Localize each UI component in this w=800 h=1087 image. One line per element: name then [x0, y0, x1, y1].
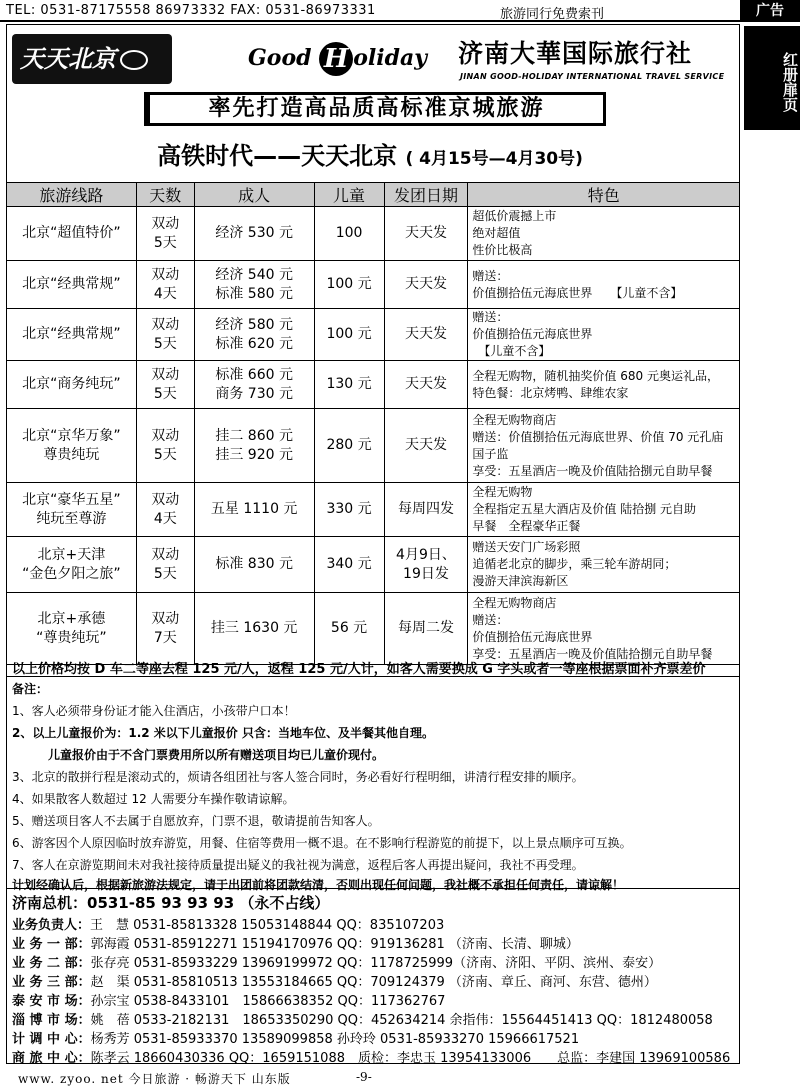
- tiantian-logo: [12, 34, 172, 84]
- contact-label: 业 务 一 部：: [12, 937, 91, 952]
- side-tab: 红册扉页: [744, 26, 800, 130]
- contact-line: [12, 1028, 579, 1047]
- child-price-cell-line: 100 元: [326, 276, 372, 292]
- contact-detail: 陈孝云 18660430336 QQ：1659151088 质检：李忠玉 13954133006 总监：李建国 13969100586: [90, 1051, 731, 1066]
- days-cell: [136, 309, 194, 361]
- column-header: 旅游线路: [7, 183, 137, 207]
- contact-label: 业 务 二 部：: [12, 956, 91, 971]
- features-cell-line: 漫游天津滨海新区: [472, 574, 569, 588]
- days-cell-line: 双动: [151, 266, 180, 283]
- route-cell-line: “金色夕阳之旅”: [22, 565, 121, 582]
- adult-price-cell: [194, 537, 314, 593]
- route-cell-line: 北京“经典常规”: [22, 276, 121, 292]
- days-cell-line: 4天: [153, 510, 177, 527]
- top-contact: TEL: 0531-87175558 86973332 FAX: 0531-86973331: [6, 3, 376, 18]
- route-cell-line: 北京“经典常规”: [22, 326, 121, 342]
- price-divider: [6, 676, 740, 677]
- note-item: 2、以上儿童报价为：1.2 米以下儿童报价 只含：当地车位、及半餐其他自理。: [12, 726, 434, 740]
- days-cell-line: 5天: [153, 234, 177, 251]
- features-cell: [468, 361, 740, 409]
- contact-detail: 姚 蓓 0533-2182131 18653350290 QQ：452634214 余指伟：15564451413 QQ：1812480058: [90, 1013, 713, 1028]
- column-header: 天数: [136, 183, 194, 207]
- adult-price-cell-line: 经济 530 元: [215, 225, 293, 241]
- departure-cell-line: 19日发: [403, 565, 449, 582]
- features-cell-line: 价值捌拾伍元海底世界 【儿童不含】: [472, 285, 683, 300]
- departure-cell-line: 每周四发: [397, 501, 454, 517]
- contact-label: 淄 博 市 场：: [12, 1013, 91, 1028]
- adult-price-cell-line: 标准 580 元: [215, 285, 293, 302]
- days-cell-line: 5天: [153, 565, 177, 582]
- departure-cell-line: 天天发: [404, 225, 447, 241]
- logo-text: 天天北京: [20, 45, 116, 73]
- features-cell-line: 赠送：: [472, 612, 509, 627]
- features-cell: [468, 261, 740, 309]
- table-row: [7, 261, 740, 309]
- note-item: 6、游客因个人原因临时放弃游览，用餐、住宿等费用一概不退。在不影响行程游览的前提下，以上景点顺序可互换。: [12, 836, 632, 850]
- contact-label: 业 务 三 部：: [12, 975, 91, 990]
- route-cell-line: 北京“豪华五星”: [22, 491, 121, 508]
- table-header-row: [7, 183, 740, 207]
- features-cell-line: 赠送：: [472, 310, 509, 324]
- note-item: 1、客人必须带身份证才能入住酒店，小孩带户口本！: [12, 704, 296, 718]
- route-cell-line: 北京“商务纯玩”: [22, 376, 121, 392]
- contact-line: [12, 914, 444, 933]
- note-item: 3、北京的散拼行程是滚动式的，烦请各组团社与客人签合同时，务必看好行程明细，讲清行程安排的顺序。: [12, 770, 584, 784]
- contact-detail: 张存亮 0531-85933229 13969199972 QQ：1178725999（济南、济阳、平阴、滨州、泰安）: [90, 956, 662, 971]
- features-cell-line: 赠送天安门广场彩照: [472, 540, 581, 554]
- features-cell-line: 赠送：: [472, 268, 509, 283]
- route-cell-line: 尊贵纯玩: [43, 446, 100, 463]
- footer-site: www. zyoo. net 今日旅游 · 畅游天下 山东版: [18, 1072, 291, 1086]
- features-cell-line: 国子监: [472, 446, 509, 461]
- child-price-cell-line: 340 元: [326, 556, 372, 572]
- departure-cell: [384, 409, 468, 483]
- adult-price-cell: [194, 409, 314, 483]
- days-cell-line: 双动: [151, 427, 180, 444]
- child-price-cell-line: 330 元: [326, 501, 372, 517]
- child-price-cell-line: 280 元: [326, 437, 372, 453]
- contact-label: 泰 安 市 场：: [12, 994, 91, 1009]
- features-cell-line: 全程无购物商店: [472, 412, 557, 427]
- adult-price-cell-line: 商务 730 元: [215, 385, 293, 402]
- child-price-cell: [314, 207, 384, 261]
- days-cell: [136, 537, 194, 593]
- logo-oliday: oliday: [353, 45, 428, 71]
- days-cell: [136, 593, 194, 665]
- child-price-cell: [314, 483, 384, 537]
- child-price-cell: [314, 309, 384, 361]
- contact-line: [12, 933, 579, 952]
- features-cell-line: 享受：五星酒店一晚及价值陆拾捌元自助早餐: [472, 646, 713, 661]
- route-cell: [7, 309, 137, 361]
- features-cell-line: 价值捌拾伍元海底世界: [472, 327, 593, 341]
- features-cell-line: 【儿童不含】: [472, 344, 551, 358]
- table-row: [7, 361, 740, 409]
- days-cell-line: 双动: [151, 610, 180, 627]
- contact-detail: 杨秀芳 0531-85933370 13589099858 孙玲玲 0531-85933270 15966617521: [90, 1032, 580, 1047]
- top-index-note: 旅游同行免费索刊: [500, 7, 605, 22]
- header: [8, 26, 738, 92]
- route-cell: [7, 409, 137, 483]
- child-price-cell-line: 100: [335, 225, 363, 241]
- departure-cell-line: 每周二发: [397, 620, 454, 636]
- child-price-cell: [314, 361, 384, 409]
- adult-price-cell-line: 挂二 860 元: [215, 427, 293, 444]
- departure-cell-line: 天天发: [404, 326, 447, 342]
- hq-phone: 济南总机：0531-85 93 93 93 （永不占线）: [12, 894, 330, 912]
- departure-cell: [384, 207, 468, 261]
- route-cell-line: 北京“超值特价”: [22, 225, 121, 241]
- child-price-cell: [314, 261, 384, 309]
- departure-cell: [384, 593, 468, 665]
- features-cell-line: 全程指定五星大酒店及价值 陆拾捌 元自助: [472, 502, 697, 516]
- route-cell-line: 北京+天津: [37, 546, 106, 563]
- route-cell-line: 北京“京华万象”: [22, 427, 121, 444]
- contact-label: 商 旅 中 心：: [12, 1051, 91, 1066]
- features-cell-line: 全程无购物商店: [472, 595, 557, 610]
- features-cell-line: 价值捌拾伍元海底世界: [472, 629, 593, 644]
- days-cell-line: 双动: [151, 215, 180, 232]
- table-row: [7, 207, 740, 261]
- route-cell: [7, 537, 137, 593]
- child-price-cell-line: 100 元: [326, 326, 372, 342]
- table-row: [7, 409, 740, 483]
- company-name-en: JINAN GOOD-HOLIDAY INTERNATIONAL TRAVEL SERVICE: [460, 72, 725, 81]
- adult-price-cell-line: 挂三 1630 元: [210, 620, 298, 636]
- logo-mark-icon: [120, 50, 148, 70]
- adult-price-cell: [194, 207, 314, 261]
- footer: [0, 1068, 800, 1086]
- features-cell-line: 绝对超值: [472, 226, 521, 240]
- adult-price-cell: [194, 361, 314, 409]
- days-cell-line: 5天: [153, 385, 177, 402]
- adult-price-cell: [194, 483, 314, 537]
- days-cell-line: 双动: [151, 366, 180, 383]
- contact-detail: 王 慧 0531-85813328 15053148844 QQ：835107203: [90, 918, 445, 933]
- features-cell-line: 追循老北京的脚步，乘三轮车游胡同；: [472, 557, 677, 571]
- top-bar: [0, 0, 800, 22]
- features-cell: [468, 309, 740, 361]
- departure-cell: [384, 483, 468, 537]
- table-row: [7, 593, 740, 665]
- note-item: 儿童报价由于不含门票费用所以所有赠送项目均已儿童价现付。: [12, 748, 385, 762]
- departure-cell: [384, 261, 468, 309]
- features-cell-line: 超低价震撼上市: [472, 209, 557, 223]
- features-cell-line: 全程无购物，随机抽奖价值 680 元奥运礼品，: [472, 368, 719, 383]
- note-item: 7、客人在京游览期间未对我社接待质量提出疑义的我社视为满意，返程后客人再提出疑问，我社不再受理。: [12, 858, 584, 872]
- contact-line: [12, 971, 657, 990]
- contact-line: [12, 1009, 713, 1028]
- features-cell: [468, 409, 740, 483]
- good-holiday-logo: [248, 42, 427, 76]
- features-cell: [468, 483, 740, 537]
- days-cell-line: 双动: [151, 491, 180, 508]
- child-price-cell-line: 56 元: [330, 620, 368, 636]
- days-cell: [136, 409, 194, 483]
- route-cell: [7, 361, 137, 409]
- route-cell-line: 北京+承德: [37, 610, 106, 627]
- days-cell-line: 4天: [153, 285, 177, 302]
- adult-price-cell-line: 经济 580 元: [215, 316, 293, 333]
- note-item: 5、赠送项目客人不去属于自愿放弃，门票不退，敬请提前告知客人。: [12, 814, 380, 828]
- table-row: [7, 537, 740, 593]
- days-cell-line: 双动: [151, 546, 180, 563]
- days-cell: [136, 207, 194, 261]
- child-price-cell-line: 130 元: [326, 376, 372, 392]
- days-cell-line: 5天: [153, 446, 177, 463]
- route-cell: [7, 261, 137, 309]
- features-cell: [468, 207, 740, 261]
- adult-price-cell-line: 挂三 920 元: [215, 446, 293, 463]
- child-price-cell: [314, 593, 384, 665]
- contact-detail: 赵 渠 0531-85810513 13553184665 QQ：709124379 （济南、章丘、商河、东营、德州）: [90, 975, 657, 990]
- days-cell-line: 5天: [153, 335, 177, 352]
- days-cell: [136, 483, 194, 537]
- features-cell-line: 享受：五星酒店一晚及价值陆拾捌元自助早餐: [472, 463, 713, 478]
- features-cell-line: 性价比极高: [472, 243, 533, 257]
- contact-line: [12, 1047, 730, 1066]
- title-main: 高铁时代——天天北京: [157, 142, 398, 170]
- column-header: 儿童: [314, 183, 384, 207]
- days-cell: [136, 361, 194, 409]
- column-header: 发团日期: [384, 183, 468, 207]
- adult-price-cell-line: 标准 620 元: [215, 335, 293, 352]
- contact-line: [12, 990, 445, 1009]
- slogan: 率先打造高品质高标准京城旅游: [144, 92, 606, 126]
- table-row: [7, 309, 740, 361]
- adult-price-cell-line: 经济 540 元: [215, 266, 293, 283]
- page-title: [0, 136, 740, 171]
- page-number: -9-: [356, 1070, 372, 1084]
- features-cell-line: 特色餐：北京烤鸭、肆维农家: [472, 385, 629, 400]
- departure-cell: [384, 361, 468, 409]
- departure-cell-line: 天天发: [404, 276, 447, 292]
- final-note: 计划经确认后，根据新旅游法规定，请于出团前将团款结清，否则出现任何问题，我社概不承担任何责任，请谅解！: [12, 878, 625, 892]
- route-cell-line: 纯玩至尊游: [36, 510, 107, 527]
- departure-cell: [384, 309, 468, 361]
- adult-price-cell-line: 标准 660 元: [215, 366, 293, 383]
- title-date: ( 4月15号—4月30号): [405, 149, 583, 169]
- departure-cell-line: 天天发: [404, 437, 447, 453]
- logo-good: Good: [248, 45, 312, 71]
- features-cell: [468, 537, 740, 593]
- route-table: [6, 182, 740, 665]
- route-cell: [7, 483, 137, 537]
- notes-divider: [6, 888, 740, 889]
- price-note: 以上价格均按 D 车二等座去程 125 元/人，返程 125 元/人计，如客人需要换成 G 字头或者一等座根据票面补齐票差价: [12, 662, 706, 677]
- departure-cell-line: 天天发: [404, 376, 447, 392]
- days-cell: [136, 261, 194, 309]
- logo-h-circle: H: [319, 42, 353, 76]
- route-cell-line: “尊贵纯玩”: [36, 629, 107, 646]
- departure-cell-line: 4月9日、: [396, 546, 456, 563]
- features-cell-line: 全程无购物: [472, 485, 533, 499]
- company-name: 济南大華国际旅行社: [458, 39, 693, 68]
- adult-price-cell-line: 五星 1110 元: [210, 501, 298, 517]
- adult-price-cell: [194, 261, 314, 309]
- adult-price-cell-line: 标准 830 元: [215, 556, 293, 572]
- table-row: [7, 483, 740, 537]
- child-price-cell: [314, 409, 384, 483]
- ad-badge: 广告: [740, 0, 800, 22]
- contact-detail: 孙宗宝 0538-8433101 15866638352 QQ：117362767: [90, 994, 446, 1009]
- departure-cell: [384, 537, 468, 593]
- contact-label: 业务负责人：: [12, 918, 91, 933]
- days-cell-line: 7天: [153, 629, 177, 646]
- contact-line: [12, 952, 661, 971]
- features-cell-line: 早餐 全程豪华正餐: [472, 519, 581, 533]
- child-price-cell: [314, 537, 384, 593]
- notes-title: 备注：: [12, 682, 49, 696]
- route-cell: [7, 593, 137, 665]
- days-cell-line: 双动: [151, 316, 180, 333]
- contact-detail: 郭海霞 0531-85912271 15194170976 QQ：919136281 （济南、长清、聊城）: [90, 937, 579, 952]
- adult-price-cell: [194, 593, 314, 665]
- note-item: 4、如果散客人数超过 12 人需要分车操作敬请谅解。: [12, 792, 295, 806]
- route-cell: [7, 207, 137, 261]
- features-cell: [468, 593, 740, 665]
- column-header: 成人: [194, 183, 314, 207]
- contact-label: 计 调 中 心：: [12, 1032, 91, 1047]
- column-header: 特色: [468, 183, 740, 207]
- adult-price-cell: [194, 309, 314, 361]
- features-cell-line: 赠送：价值捌拾伍元海底世界、价值 70 元孔庙: [472, 429, 724, 444]
